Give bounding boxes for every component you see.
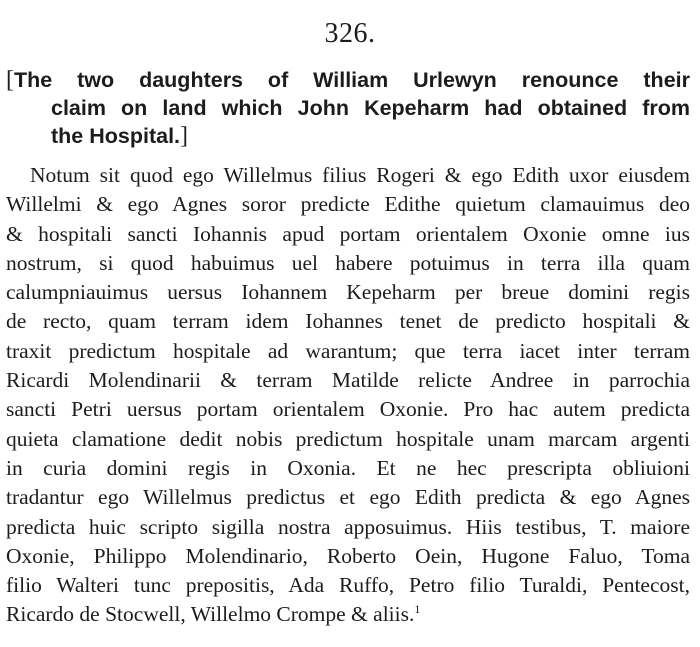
body-line: sancti Petri uersus portam orientalem Oxonie. Pro hac autem predicta [6, 397, 690, 422]
body-line: Notum sit quod ego Willelmus filius Rogeri & ego Edith uxor eiusdem [30, 163, 690, 187]
body-line: quieta clamatione dedit nobis predictum hospitale unam marcam argenti [6, 426, 690, 451]
body-line: filio Walteri tunc prepositis, Ada Ruffo, Petro filio Turaldi, Pentecost, [6, 573, 690, 598]
body-line: in curia domini regis in Oxonia. Et ne hec prescripta obliuioni [6, 455, 690, 480]
heading-line-1-text: The two daughters of William Urlewyn renounce their [14, 68, 690, 92]
document-heading [6, 66, 696, 150]
heading-close-bracket: ] [180, 123, 189, 149]
document-body [6, 161, 690, 630]
document-number: 326. [324, 18, 376, 49]
body-line: calumpniauimus uersus Iohannem Kepeharm per breue domini regis [6, 280, 690, 305]
body-line: Willelmi & ego Agnes soror predicte Edithe quietum clamauimus deo [6, 192, 690, 217]
body-line: & hospitali sancti Iohannis apud portam orientalem Oxonie omne ius [6, 221, 690, 246]
heading-line-2: claim on land which John Kepeharm had obtained from [51, 96, 690, 120]
body-line: nostrum, si quod habuimus uel habere potuimus in terra illa quam [6, 250, 690, 275]
body-line: predicta huic scripto sigilla nostra apposuimus. Hiis testibus, T. maiore [6, 514, 690, 539]
body-line: tradantur ego Willelmus predictus et ego Edith predicta & ego Agnes [6, 485, 690, 510]
heading-line-1 [6, 66, 690, 94]
body-line: Oxonie, Philippo Molendinario, Roberto Oein, Hugone Faluo, Toma [6, 543, 690, 568]
body-line: traxit predictum hospitale ad warantum; que terra iacet inter terram [6, 338, 690, 363]
body-line-last-text: Ricardo de Stocwell, Willelmo Crompe & aliis. [6, 602, 415, 627]
heading-line-3 [6, 122, 696, 150]
footnote-marker[interactable]: 1 [414, 602, 421, 617]
body-line: Ricardi Molendinarii & terram Matilde relicte Andree in parrochia [6, 368, 690, 393]
body-line-last [6, 600, 690, 629]
heading-line-3-text: the Hospital. [51, 124, 181, 148]
body-line: de recto, quam terram idem Iohannes tenet de predicto hospitali & [6, 309, 690, 334]
heading-open-bracket: [ [6, 67, 14, 93]
